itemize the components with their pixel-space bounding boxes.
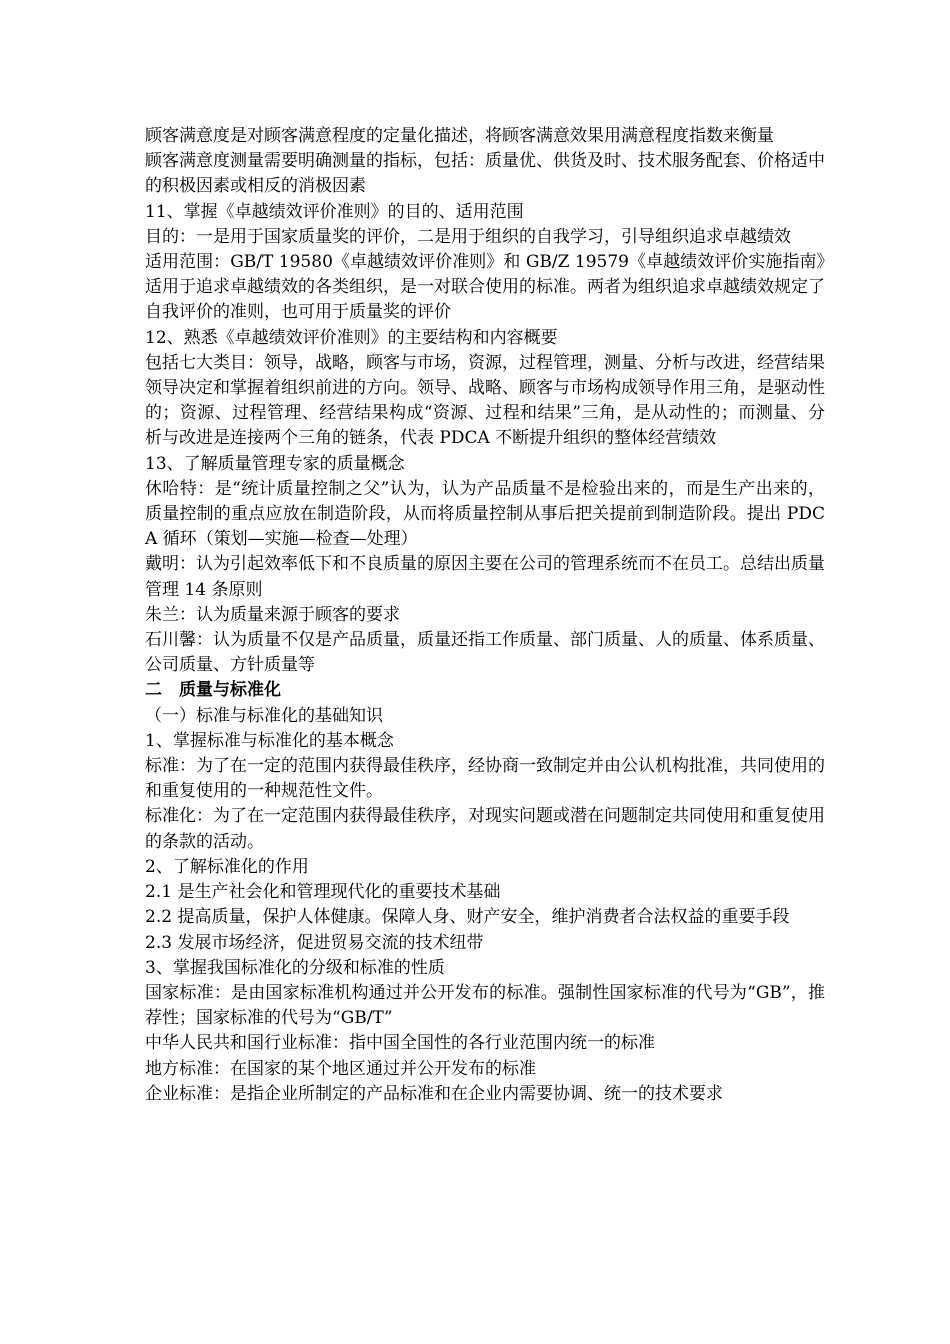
paragraph: 目的：一是用于国家质量奖的评价，二是用于组织的自我学习，引导组织追求卓越绩效	[145, 226, 791, 247]
paragraph: 领导决定和掌握着组织前进的方向。领导、战略、顾客与市场构成领导作用三角，是驱动性的；资源、过程管理、经营结果构成“资源、过程和结果”三角，是从动性的；而测量、分析与改进是连接两个三角的链条，代表 PDCA 不断提升组织的整体经营绩效	[145, 378, 825, 449]
section-item-heading: 12、熟悉《卓越绩效评价准则》的主要结构和内容概要	[145, 327, 558, 348]
paragraph: 标准化：为了在一定范围内获得最佳秩序，对现实问题或潜在问题制定共同使用和重复使用的条款的活动。	[145, 806, 825, 852]
section-item-heading: 3、掌握我国标准化的分级和标准的性质	[145, 957, 445, 978]
section-item-heading: 1、掌握标准与标准化的基本概念	[145, 730, 394, 751]
paragraph: 中华人民共和国行业标准：指中国全国性的各行业范围内统一的标准	[145, 1033, 655, 1054]
paragraph: 休哈特：是“统计质量控制之父”认为，认为产品质量不是检验出来的，而是生产出来的，质量控制的重点应放在制造阶段，从而将质量控制从事后把关提前到制造阶段。提出 PDCA 循环（策划—实施—检查—处理）	[145, 478, 825, 550]
paragraph: 2.2 提高质量，保护人体健康。保障人身、财产安全，维护消费者合法权益的重要手段	[145, 907, 790, 928]
paragraph: 戴明：认为引起效率低下和不良质量的原因主要在公司的管理系统而不在员工。总结出质量管理 14 条原则	[145, 554, 825, 600]
subsection-heading: （一）标准与标准化的基础知识	[145, 705, 383, 726]
document-body	[145, 124, 825, 1107]
section-item-heading: 13、了解质量管理专家的质量概念	[145, 453, 405, 474]
paragraph: 国家标准：是由国家标准机构通过并公开发布的标准。强制性国家标准的代号为“GB”，推荐性；国家标准的代号为“GB/T”	[145, 982, 825, 1029]
paragraph: 企业标准：是指企业所制定的产品标准和在企业内需要协调、统一的技术要求	[145, 1083, 723, 1104]
paragraph: 朱兰：认为质量来源于顾客的要求	[145, 604, 400, 625]
paragraph: 2.3 发展市场经济，促进贸易交流的技术纽带	[145, 932, 484, 953]
paragraph: 适用范围：GB/T 19580《卓越绩效评价准则》和 GB/Z 19579《卓越绩效评价实施指南》适用于追求卓越绩效的各类组织，是一对联合使用的标准。两者为组织追求卓越绩效规定了自我评价的准则，也可用于质量奖的评价	[145, 252, 825, 323]
section-item-heading: 2、了解标准化的作用	[145, 856, 309, 877]
section-item-heading: 11、掌握《卓越绩效评价准则》的目的、适用范围	[145, 201, 524, 222]
paragraph: 2.1 是生产社会化和管理现代化的重要技术基础	[145, 882, 501, 903]
paragraph: 顾客满意度测量需要明确测量的指标，包括：质量优、供货及时、技术服务配套、价格适中的积极因素或相反的消极因素	[145, 151, 825, 197]
paragraph: 地方标准：在国家的某个地区通过并公开发布的标准	[145, 1058, 536, 1079]
paragraph: 包括七大类目：领导，战略，顾客与市场，资源，过程管理，测量、分析与改进，经营结果	[145, 352, 825, 373]
paragraph: 顾客满意度是对顾客满意程度的定量化描述，将顾客满意效果用满意程度指数来衡量	[145, 126, 774, 146]
chapter-heading: 二 质量与标准化	[145, 680, 281, 701]
paragraph: 石川馨：认为质量不仅是产品质量，质量还指工作质量、部门质量、人的质量、体系质量、公司质量、方针质量等	[145, 630, 825, 676]
paragraph: 标准：为了在一定的范围内获得最佳秩序，经协商一致制定并由公认机构批准，共同使用的和重复使用的一种规范性文件。	[145, 756, 825, 802]
